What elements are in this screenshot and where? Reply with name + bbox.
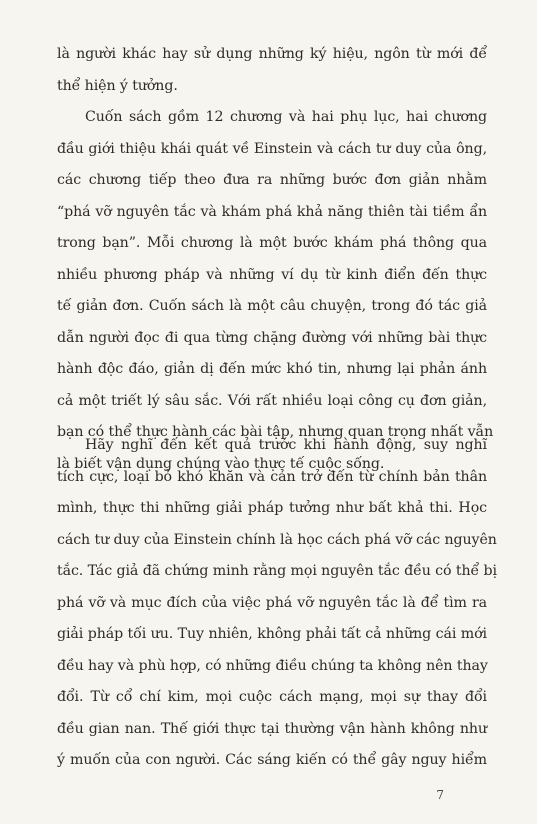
text-line: nhiều phương pháp và những ví dụ từ kinh điển đến thực <box>57 266 487 283</box>
text-line: giải pháp tối ưu. Tuy nhiên, không phải tất cả những cái mới <box>57 626 487 642</box>
text-line: tích cực, loại bỏ khó khăn và cản trở đến từ chính bản thân <box>57 468 487 485</box>
text-line: thể hiện ý tưởng. <box>57 77 178 94</box>
text-line: hành độc đáo, giản dị đến mức khó tin, nhưng lại phản ánh <box>57 361 487 377</box>
text-line: Hãy nghĩ đến kết quả trước khi hành động, suy nghĩ <box>85 437 487 453</box>
text-line: trong bạn”. Mỗi chương là một bước khám phá thông qua <box>57 235 487 251</box>
text-line: dẫn người đọc đi qua từng chặng đường với những bài thực <box>57 329 487 346</box>
text-line: là người khác hay sử dụng những ký hiệu, ngôn từ mới để <box>57 46 487 62</box>
text-line: các chương tiếp theo đưa ra những bước đơn giản nhằm <box>57 172 487 188</box>
text-line: đều gian nan. Thế giới thực tại thường vận hành không như <box>57 720 487 737</box>
paragraph-2 <box>57 102 494 480</box>
paragraph-1 <box>57 39 487 102</box>
text-line: ý muốn của con người. Các sáng kiến có thể gây nguy hiểm <box>57 752 487 768</box>
text-line: cách tư duy của Einstein chính là học cách phá vỡ các nguyên <box>57 531 497 548</box>
text-line: đổi. Từ cổ chí kim, mọi cuộc cách mạng, mọi sự thay đổi <box>57 689 487 705</box>
text-line: cả một triết lý sâu sắc. Với rất nhiều loại công cụ đơn giản, <box>57 392 487 409</box>
page-number: 7 <box>436 788 444 802</box>
text-line: tắc. Tác giả đã chứng minh rằng mọi nguyên tắc đều có thể bị <box>57 563 497 579</box>
text-line: phá vỡ và mục đích của việc phá vỡ nguyên tắc là để tìm ra <box>57 594 487 611</box>
paragraph-3 <box>57 430 497 777</box>
text-line: “phá vỡ nguyên tắc và khám phá khả năng thiên tài tiềm ẩn <box>57 203 487 220</box>
text-line: đều hay và phù hợp, có những điều chúng ta không nên thay <box>57 657 488 674</box>
text-line: bạn có thể thực hành các bài tập, nhưng quan trọng nhất vẫn <box>57 424 494 440</box>
text-line: tế giản đơn. Cuốn sách là một câu chuyện, trong đó tác giả <box>57 298 487 314</box>
text-line: là biết vận dụng chúng vào thực tế cuộc sống. <box>57 455 385 472</box>
text-line: đầu giới thiệu khái quát về Einstein và cách tư duy của ông, <box>57 140 487 157</box>
text-line: Cuốn sách gồm 12 chương và hai phụ lục, hai chương <box>85 109 487 125</box>
text-line: mình, thực thi những giải pháp tưởng như bất khả thi. Học <box>57 500 487 516</box>
